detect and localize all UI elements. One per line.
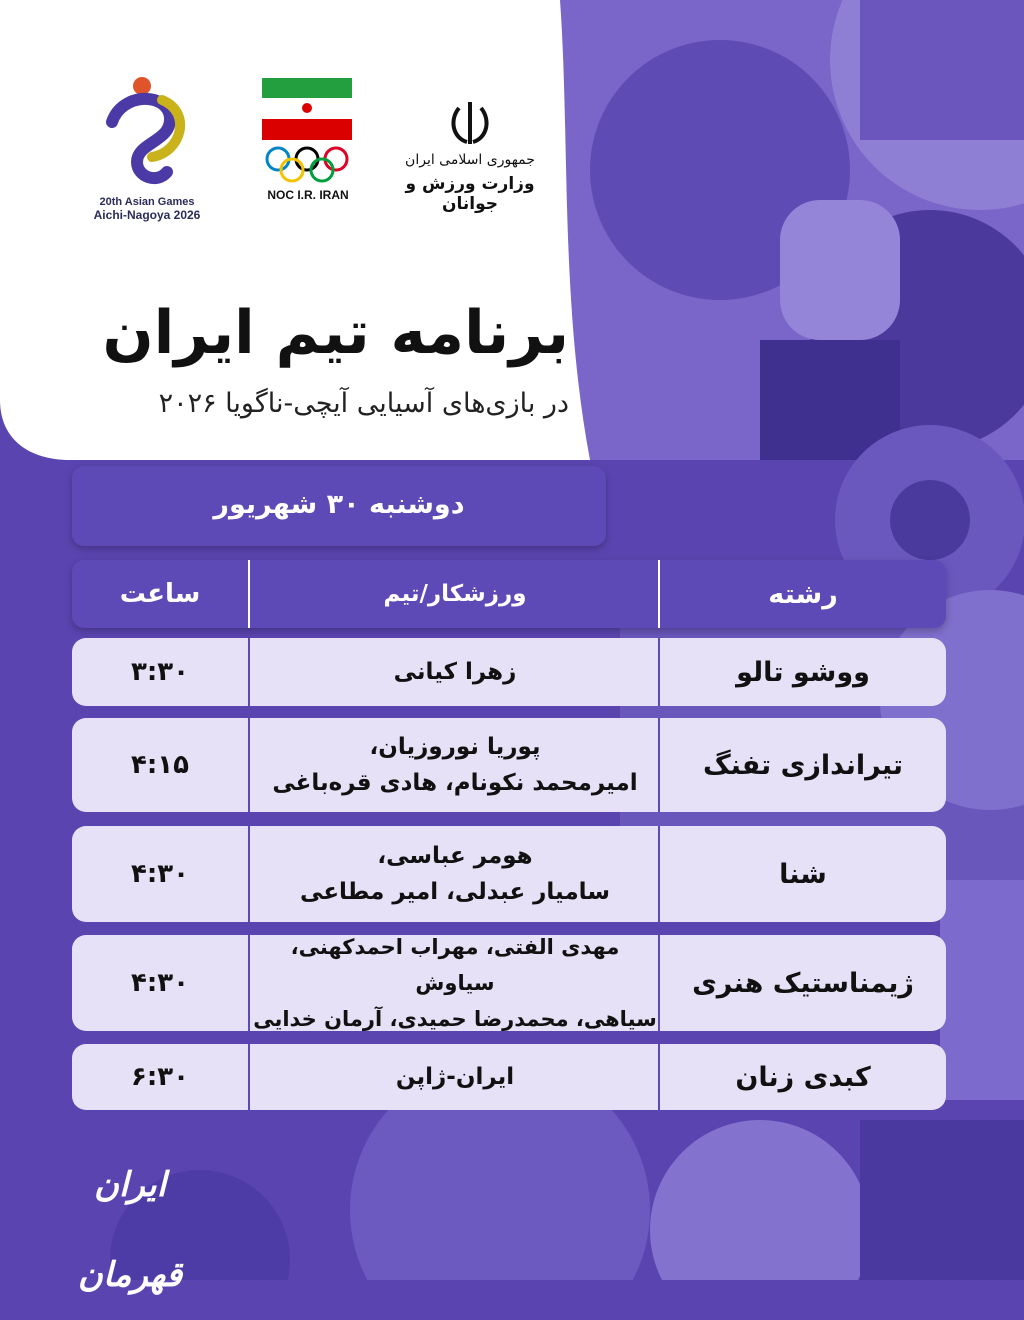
page-subtitle: در بازی‌های آسیایی آیچی-ناگویا ۲۰۲۶	[158, 388, 569, 419]
asian-games-line2: Aichi-Nagoya 2026	[93, 208, 201, 222]
row-divider	[248, 935, 250, 1031]
page-title: برنامه تیم ایران	[102, 298, 569, 368]
ministry-line2: وزارت ورزش و جوانان	[405, 174, 535, 214]
brand-signature-logo: ایران قهرمان	[77, 1165, 183, 1295]
row-time: ۴:۱۵	[130, 750, 189, 780]
row-sport: تیراندازی تفنگ	[702, 749, 904, 781]
header-sport: رشته	[768, 578, 838, 610]
iran-emblem-icon	[445, 100, 495, 148]
row-divider	[248, 638, 250, 706]
asian-games-logo	[82, 72, 212, 222]
date-label: دوشنبه ۳۰ شهریور	[72, 466, 606, 546]
ministry-line1: جمهوری اسلامی ایران	[405, 152, 535, 168]
row-sport: ووشو تالو	[736, 656, 870, 688]
header-athlete: ورزشکار/تیم	[383, 581, 527, 607]
row-time: ۶:۳۰	[130, 1062, 189, 1092]
table-row	[72, 1044, 946, 1110]
ministry-logo	[390, 100, 550, 220]
row-athlete: پوریا نوروزیان، امیرمحمد نکونام، هادی قره‌باغی	[272, 734, 638, 796]
row-athlete: مهدی الفتی، مهراب احمدکهنی، سیاوش سیاهی، محمدرضا حمیدی، آرمان خدایی	[253, 935, 657, 1031]
table-row	[72, 826, 946, 922]
asian-games-line1: 20th Asian Games	[99, 196, 195, 208]
row-sport: ژیمناستیک هنری	[692, 967, 914, 999]
asian-games-emblem-icon	[82, 72, 212, 192]
olympic-rings-icon	[262, 144, 352, 184]
row-divider	[248, 718, 250, 812]
iran-flag-icon	[262, 78, 352, 140]
noc-text: NOC I.R. IRAN	[267, 188, 349, 202]
header-time: ساعت	[119, 579, 201, 609]
row-athlete: زهرا کیانی	[393, 659, 517, 685]
row-time: ۴:۳۰	[130, 968, 189, 998]
row-divider	[248, 826, 250, 922]
row-time: ۳:۳۰	[130, 657, 189, 687]
row-sport: شنا	[779, 858, 827, 890]
row-athlete: ایران-ژاپن	[395, 1064, 515, 1090]
row-time: ۴:۳۰	[130, 859, 189, 889]
row-divider	[248, 1044, 250, 1110]
row-sport: کبدی زنان	[735, 1061, 871, 1093]
noc-iran-logo	[262, 78, 354, 218]
table-header	[72, 560, 946, 628]
table-row	[72, 638, 946, 706]
row-athlete: هومر عباسی، سامیار عبدلی، امیر مطاعی	[300, 843, 610, 905]
table-row	[72, 935, 946, 1031]
header-divider	[248, 560, 250, 628]
table-row	[72, 718, 946, 812]
